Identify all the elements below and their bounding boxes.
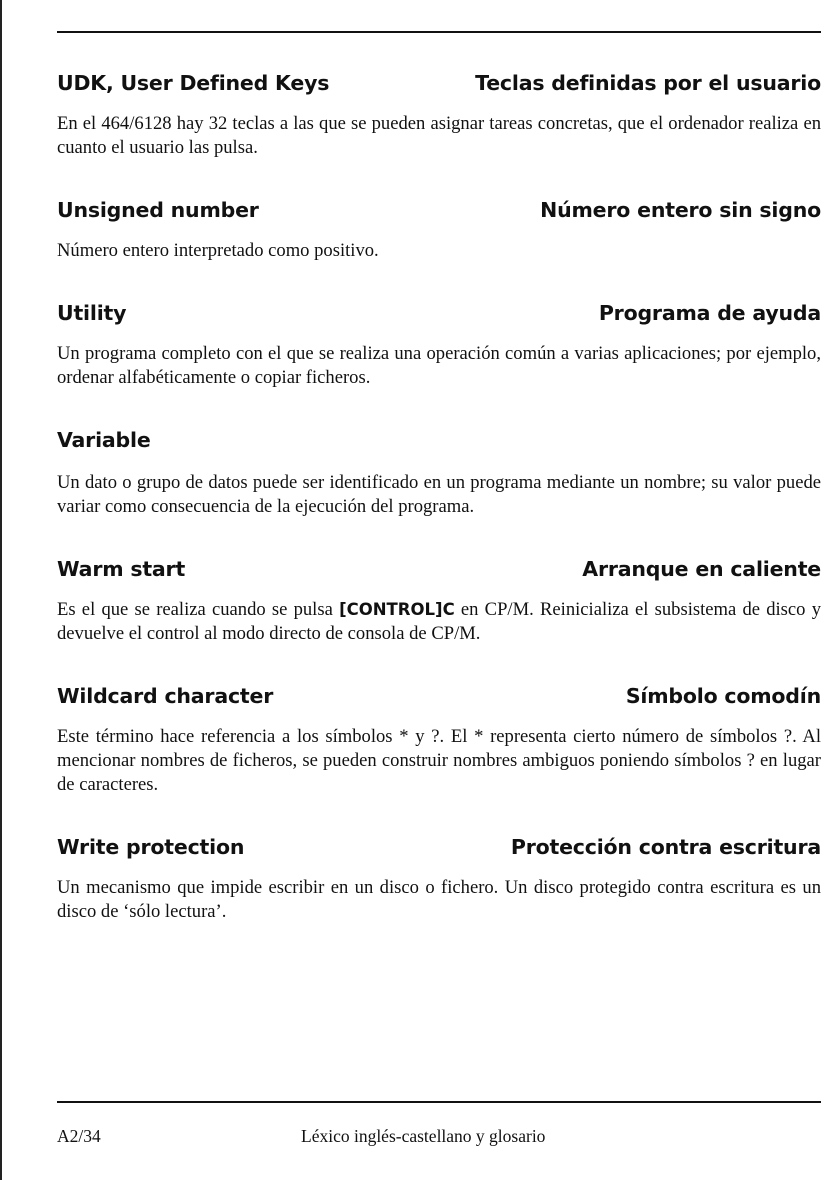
footer-title: Léxico inglés-castellano y glosario — [301, 1126, 546, 1146]
entry-heading — [57, 66, 821, 100]
glossary-entry-udk — [57, 66, 821, 160]
entry-heading — [57, 552, 821, 586]
term-english: Warm start — [57, 557, 186, 581]
term-english: Variable — [57, 428, 151, 452]
definition-text-before: Es el que se realiza cuando se pulsa — [57, 599, 340, 620]
top-rule — [57, 31, 821, 33]
term-english: Utility — [57, 301, 127, 325]
term-definition: Número entero interpretado como positivo. — [57, 240, 379, 261]
entry-heading — [57, 830, 821, 864]
term-definition: Un dato o grupo de datos puede ser identificado en un programa mediante un nombre; su valor puede variar como consecuencia de la ejecución del programa. — [57, 472, 821, 517]
page-number: A2/34 — [57, 1126, 101, 1146]
glossary-entry-write-protection — [57, 830, 821, 924]
entry-heading — [57, 679, 821, 713]
term-spanish: Arranque en caliente — [582, 557, 821, 581]
glossary-entry-warm-start — [57, 552, 821, 646]
term-english: UDK, User Defined Keys — [57, 71, 330, 95]
term-spanish: Protección contra escritura — [510, 835, 821, 859]
entry-heading — [57, 423, 821, 457]
term-english: Unsigned number — [57, 198, 259, 222]
glossary-content — [57, 66, 821, 957]
entry-heading — [57, 193, 821, 227]
glossary-entry-utility — [57, 296, 821, 390]
term-spanish: Número entero sin signo — [540, 198, 821, 222]
term-spanish: Símbolo comodín — [625, 684, 821, 708]
term-definition: Un programa completo con el que se realiza una operación común a varias aplicaciones; por ejemplo, ordenar alfabéticamente o copiar ficheros. — [57, 343, 821, 388]
term-english: Wildcard character — [57, 684, 274, 708]
glossary-entry-wildcard-character — [57, 679, 821, 797]
page-left-edge — [0, 0, 2, 1180]
entry-heading — [57, 296, 821, 330]
term-definition — [57, 598, 821, 646]
term-definition: Este término hace referencia a los símbolos * y ?. El * representa cierto número de símbolos ?. Al mencionar nombres de ficheros, se pueden construir nombres ambiguos poniendo símbolos ? en lugar de caracteres. — [57, 726, 821, 795]
glossary-entry-unsigned-number — [57, 193, 821, 263]
bottom-rule — [57, 1101, 821, 1103]
term-definition: En el 464/6128 hay 32 teclas a las que se pueden asignar tareas concretas, que el ordenador realiza en cuanto el usuario las pulsa. — [57, 113, 821, 158]
term-english: Write protection — [57, 835, 245, 859]
term-definition: Un mecanismo que impide escribir en un disco o fichero. Un disco protegido contra escritura es un disco de ‘sólo lectura’. — [57, 877, 821, 922]
term-spanish: Programa de ayuda — [598, 301, 821, 325]
glossary-entry-variable — [57, 423, 821, 519]
definition-text-after: en CP/M. Reinicializa el subsistema de disco y devuelve el control al modo directo de consola de CP/M. — [57, 599, 821, 644]
term-spanish: Teclas definidas por el usuario — [475, 71, 821, 95]
control-c-key: [CONTROL]C — [339, 600, 455, 619]
